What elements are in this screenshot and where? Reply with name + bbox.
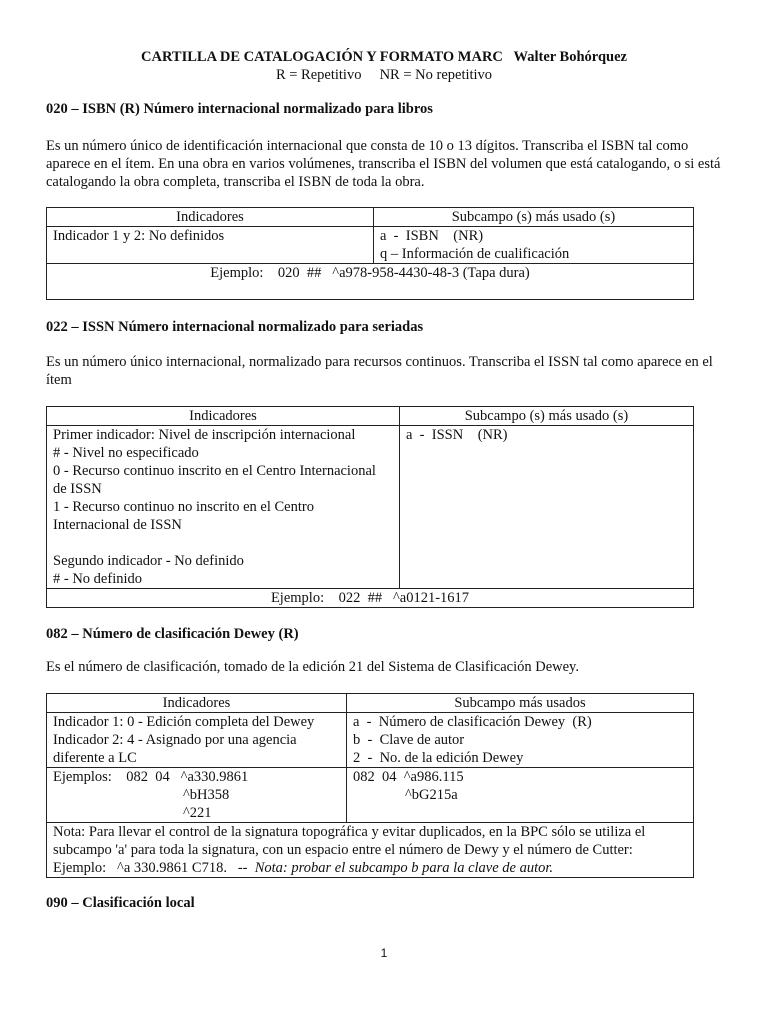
indicator-line: Primer indicador: Nivel de inscripción internacional xyxy=(53,427,356,443)
header-subcampo: Subcampo (s) más usado (s) xyxy=(374,208,694,227)
heading-022: 022 – ISSN Número internacional normalizado para seriadas xyxy=(46,319,424,335)
header-indicadores: Indicadores xyxy=(47,407,400,426)
note-italic: Nota: probar el subcampo b para la clave de autor. xyxy=(254,860,554,876)
title-text: CARTILLA DE CATALOGACIÓN Y FORMATO MARC xyxy=(141,49,503,65)
note-text: Nota: Para llevar el control de la signatura topográfica y evitar duplicados, en la BPC sólo se utiliza el subcampo 'a' para toda la signatura, con un espacio entre el número de Dewy y el número de Cutter: xyxy=(53,824,646,858)
heading-090: 090 – Clasificación local xyxy=(46,895,195,911)
indicators-cell xyxy=(47,426,400,589)
paragraph-082: Es el número de clasificación, tomado de la edición 21 del Sistema de Clasificación Dewey. xyxy=(46,659,579,675)
paragraph-022: Es un número único internacional, normalizado para recursos continuos. Transcriba el ISSN tal como aparece en el ítem xyxy=(46,354,713,388)
heading-020: 020 – ISBN (R) Número internacional normalizado para libros xyxy=(46,101,433,117)
examples-cell-2 xyxy=(347,768,694,823)
indicator-line: # - No definido xyxy=(53,571,142,587)
indicators-cell: Indicador 1 y 2: No definidos xyxy=(47,227,374,264)
example-line: 082 04 ^a986.115 xyxy=(353,769,464,785)
indicators-cell xyxy=(47,713,347,768)
document-title xyxy=(0,48,768,66)
note-cell xyxy=(47,823,694,878)
legend-nr: NR = No repetitivo xyxy=(379,67,493,83)
example-cell: Ejemplo: 022 ## ^a0121-1617 xyxy=(47,589,694,608)
table-022 xyxy=(46,406,694,608)
indicator-line: Segundo indicador - No definido xyxy=(53,553,244,569)
indicator-line: 1 - Recurso continuo no inscrito en el Centro Internacional de ISSN xyxy=(53,499,314,533)
header-subcampo: Subcampo más usados xyxy=(347,694,694,713)
example-line: ^bG215a xyxy=(405,787,458,803)
indicator-line: Indicador 2: 4 - Asignado por una agencia diferente a LC xyxy=(53,732,297,766)
subfield-line: 2 - No. de la edición Dewey xyxy=(353,750,524,766)
paragraph-020: Es un número único de identificación internacional que consta de 10 o 13 dígitos. Transcriba el ISBN tal como aparece en el ítem. En una obra en varios volúmenes, transcriba el ISBN del volumen que está catalogando, o si está catalogando la obra completa, transcriba el ISBN de toda la obra. xyxy=(46,138,721,190)
indicator-line: # - Nivel no especificado xyxy=(53,445,199,461)
header-indicadores: Indicadores xyxy=(47,208,374,227)
examples-cell-1 xyxy=(47,768,347,823)
indicator-line: 0 - Recurso continuo inscrito en el Centro Internacional de ISSN xyxy=(53,463,376,497)
header-indicadores: Indicadores xyxy=(47,694,347,713)
example-line: ^bH358 xyxy=(183,787,230,803)
example-cell: Ejemplo: 020 ## ^a978-958-4430-48-3 (Tapa dura) xyxy=(47,264,694,300)
subfields-cell: a - ISSN (NR) xyxy=(400,426,694,589)
example-line: ^221 xyxy=(183,805,212,821)
legend-r: R = Repetitivo xyxy=(275,67,362,83)
table-020 xyxy=(46,207,694,300)
subfield-line: a - Número de clasificación Dewey (R) xyxy=(353,714,592,730)
subfields-cell xyxy=(374,227,694,264)
author: Walter Bohórquez xyxy=(513,49,627,65)
legend xyxy=(0,66,768,84)
subfield-a: a - ISBN (NR) xyxy=(380,228,484,244)
subfields-cell xyxy=(347,713,694,768)
example-line: Ejemplos: 082 04 ^a330.9861 xyxy=(53,769,249,785)
note-example: Ejemplo: ^a 330.9861 C718. -- xyxy=(53,860,255,876)
subfield-q: q – Información de cualificación xyxy=(380,246,570,262)
subfield-line: b - Clave de autor xyxy=(353,732,465,748)
table-082 xyxy=(46,693,694,878)
heading-082: 082 – Número de clasificación Dewey (R) xyxy=(46,626,299,642)
indicator-line: Indicador 1: 0 - Edición completa del Dewey xyxy=(53,714,315,730)
page-number: 1 xyxy=(380,946,388,960)
header-subcampo: Subcampo (s) más usado (s) xyxy=(400,407,694,426)
